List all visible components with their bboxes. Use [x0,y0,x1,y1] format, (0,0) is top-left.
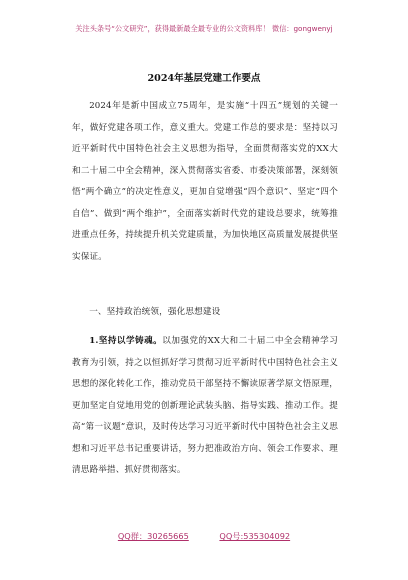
qq-group-link[interactable]: QQ群：30265665 [117,531,189,541]
intro-text: 2024年是新中国成立75周年，是实施“十四五”规划的关键一年，做好党建各项工作，意义重大。党建工作总的要求是：坚持以习近平新时代中国特色社会主义思想为指导，全面贯彻落实党的XX大和二十届二中全会精神，深入贯彻落实省委、市委决策部署，深刻领悟“两个确立”的决定性意义，更加自觉增强“四个意识”、坚定“四个自信”、做到“两个维护”，全面落实新时代党的建设总要求，统筹推进重点任务，持续提升机关党建质量，为加快地区高质量发展提供坚实保证。 [72,101,338,262]
subsection-text [72,331,338,482]
section-heading-text: 一、坚持政治统领，强化思想建设 [89,307,221,317]
subsection-paragraph [72,331,338,482]
subsection-body: 以加强党的XX大和二十届二中全会精神学习教育为引领，持之以恒抓好学习贯彻习近平新时代中国特色社会主义思想的深化转化工作，推动党员干部坚持不懈读原著学原文悟原理，更加坚定自觉地用党的创新理论武装头脑、指导实践、推动工作。提高“第一议题”意识，及时传达学习习近平新时代中国特色社会主义思想和习近平总书记重要讲话，努力把准政治方向、领会工作要求、理清思路举措、抓好贯彻落实。 [72,336,338,475]
section-heading [72,302,338,324]
document-title: 2024年基层党建工作要点 [147,73,261,84]
contact-footer [0,531,408,542]
qq-number-link[interactable]: QQ号:535304092 [219,531,291,541]
intro-paragraph [72,96,338,268]
promo-banner: 关注头条号“公文研究”，获得最新最全最专业的公文资料库！ 微信：gongwenyj [75,24,333,33]
subsection-lead: 1.坚持以学铸魂。 [89,336,163,346]
